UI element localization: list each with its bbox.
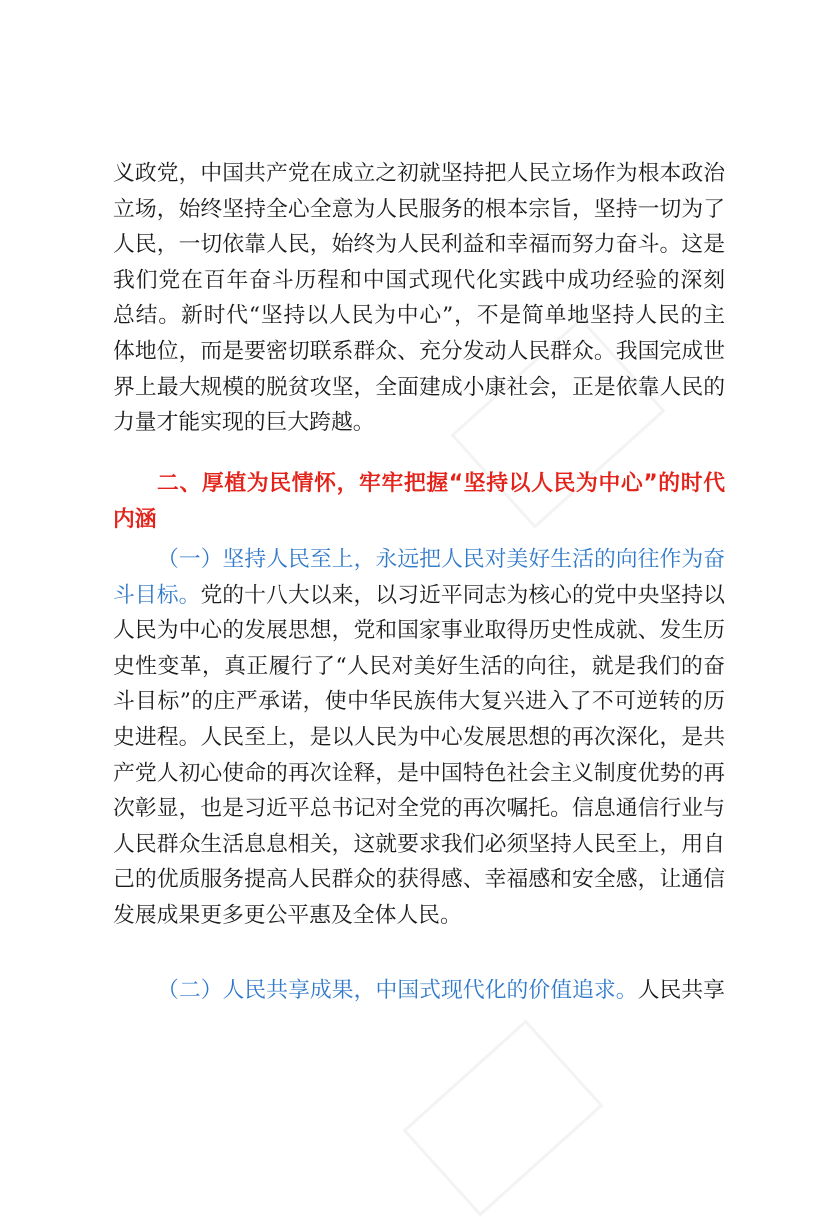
subsection-title: （一）坚持人民至上，永远把人民对美好生活的向往作为奋: [157, 547, 725, 572]
text-line: 史性变革，真正履行了“人民对美好生活的向往，就是我们的奋: [113, 653, 725, 679]
text-span: 人民共享: [637, 978, 725, 1003]
heading-line: 二、厚植为民情怀，牢牢把握“坚持以人民为中心”的时代: [157, 471, 725, 496]
text-line: 发展成果更多更公平惠及全体人民。: [113, 902, 462, 928]
text-line: 力量才能实现的巨大跨越。: [113, 410, 375, 436]
text-line: 义政党，中国共产党在成立之初就坚持把人民立场作为根本政治: [113, 161, 725, 186]
text-line: 界上最大规模的脱贫攻坚，全面建成小康社会，正是依靠人民的: [113, 374, 725, 400]
text-line: 产党人初心使命的再次诠释，是中国特色社会主义制度优势的再: [113, 760, 725, 786]
text-line: 总结。新时代“坚持以人民为中心”，不是简单地坚持人民的主: [113, 303, 725, 329]
text-line: 体地位，而是要密切联系群众、充分发动人民群众。我国完成世: [113, 338, 725, 364]
watermark-shape: [403, 1019, 604, 1216]
text-line: 己的优质服务提高人民群众的获得感、幸福感和安全感，让通信: [113, 867, 725, 893]
text-line: 人民，一切依靠人民，始终为人民利益和幸福而努力奋斗。这是: [113, 232, 725, 258]
text-line: 我们党在百年奋斗历程和中国式现代化实践中成功经验的深刻: [113, 267, 725, 293]
subsection-title-end: 斗目标。: [113, 582, 201, 608]
subsection-title: （二）人民共享成果，中国式现代化的价值追求。: [157, 978, 638, 1003]
text-line: 史进程。人民至上，是以人民为中心发展思想的再次深化，是共: [113, 724, 725, 750]
text-line: 人民群众生活息息相关，这就要求我们必须坚持人民至上，用自: [113, 831, 725, 857]
section-heading: [113, 466, 725, 537]
heading-line: 内涵: [113, 506, 157, 532]
text-line: 人民为中心的发展思想，党和国家事业取得历史性成就、发生历: [113, 618, 725, 644]
subsection-1: [113, 542, 725, 934]
paragraph-continuation: [113, 156, 725, 441]
text-line: [113, 973, 725, 1009]
text-line: 斗目标”的庄严承诺，使中华民族伟大复兴进入了不可逆转的历: [113, 689, 725, 715]
text-line: 立场，始终坚持全心全意为人民服务的根本宗旨，坚持一切为了: [113, 196, 725, 222]
text-line: 次彰显，也是习近平总书记对全党的再次嘱托。信息通信行业与: [113, 796, 725, 822]
text-line: [113, 578, 725, 614]
subsection-2: [113, 973, 725, 1009]
text-span: 党的十八大以来，以习近平同志为核心的党中央坚持以: [200, 582, 725, 608]
